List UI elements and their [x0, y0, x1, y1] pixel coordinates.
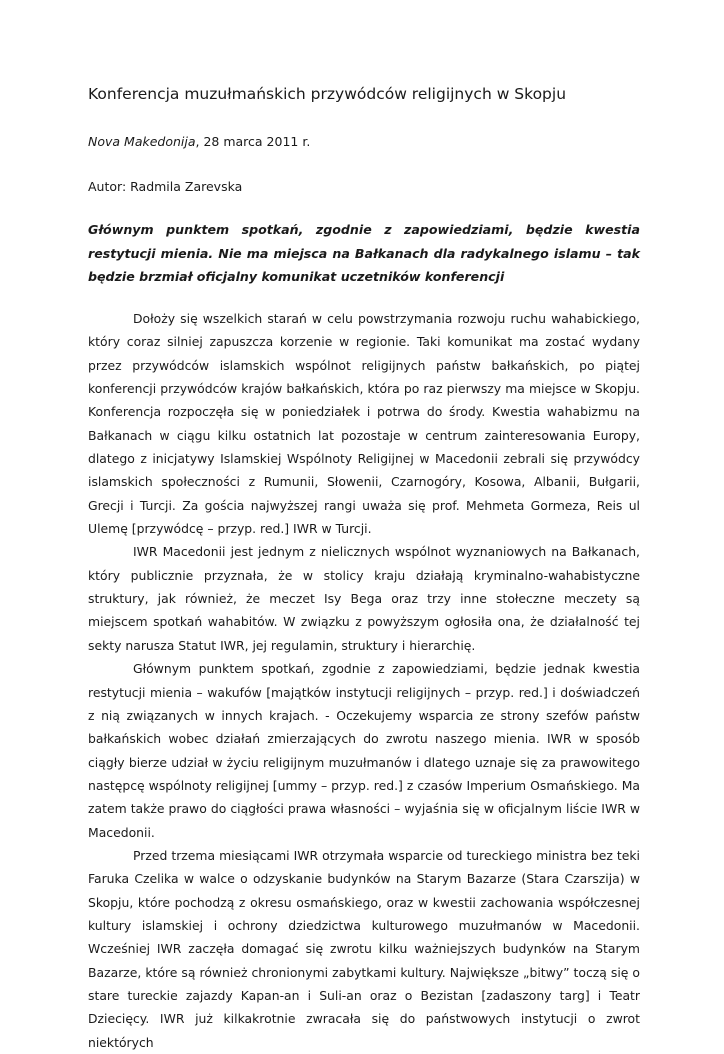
body-paragraph: Głównym punktem spotkań, zgodnie z zapowiedziami, będzie jednak kwestia restytucji mienia – wakufów [majątków instytucji religijnych – przyp. red.] i doświadczeń z nią związanych w innych krajach. - Oczekujemy wsparcia ze strony szefów państw bałkańskich wobec działań zmierzających do zwrotu naszego mienia. IWR w sposób ciągły bierze udział w życiu religijnym muzułmanów i dlatego uznaje się za prawowitego następcę wspólnoty religijnej [ummy – przyp. red.] z czasów Imperium Osmańskiego. Ma zatem także prawo do ciągłości prawa własności – wyjaśnia się w oficjalnym liście IWR w Macedonii. — [88, 661, 640, 840]
source-date: , 28 marca 2011 r. — [195, 134, 311, 149]
body-paragraph: Dołoży się wszelkich starań w celu powstrzymania rozwoju ruchu wahabickiego, który coraz silniej zapuszcza korzenie w regionie. Taki komunikat ma zostać wydany przez przywódców islamskich wspólnot religijnych państw bałkańskich, po piątej konferencji przywódców krajów bałkańskich, która po raz pierwszy ma miejsce w Skopju. Konferencja rozpoczęła się w poniedziałek i potrwa do środy. Kwestia wahabizmu na Bałkanach w ciągu kilku ostatnich lat pozostaje w centrum zainteresowania Europy, dlatego z inicjatywy Islamskiej Wspólnoty Religijnej w Macedonii zebrali się przywódcy islamskich społeczności z Rumunii, Słowenii, Czarnogóry, Kosowa, Albanii, Bułgarii, Grecji i Turcji. Za gościa najwyższej rangi uważa się prof. Mehmeta Gormeza, Reis ul Ulemę [przywódcę – przyp. red.] IWR w Turcji. — [88, 311, 640, 537]
body-paragraph: Przed trzema miesiącami IWR otrzymała wsparcie od tureckiego ministra bez teki Faruka Czelika w walce o odzyskanie budynków na Starym Bazarze (Stara Czarszija) w Skopju, które pochodzą z okresu osmańskiego, oraz w kwestii zachowania współczesnej kultury islamskiej i ochrony dziedzictwa kulturowego muzułmanów w Macedonii. Wcześniej IWR zaczęła domagać się zwrotu kilku ważniejszych budynków na Starym Bazarze, które są również chronionymi zabytkami kultury. Największe „bitwy” toczą się o stare tureckie zajazdy Kapan-an i Suli-an oraz o Bezistan [zadaszony targ] i Teatr Dziecięcy. IWR już kilkakrotnie zwracała się do państwowych instytucji o zwrot niektórych — [88, 847, 640, 1050]
article-body — [88, 307, 640, 1054]
article-source — [88, 134, 310, 149]
body-paragraph: IWR Macedonii jest jednym z nielicznych wspólnot wyznaniowych na Bałkanach, który publicznie przyznała, że w stolicy kraju działają kryminalno-wahabistyczne struktury, jak również, że meczet Isy Bega oraz trzy inne stołeczne meczety są miejscem spotkań wahabitów. W związku z powyższym ogłosiła ona, że działalność tej sekty narusza Statut IWR, jej regulamin, struktury i hierarchię. — [88, 544, 640, 653]
article-title: Konferencja muzułmańskich przywódców religijnych w Skopju — [88, 85, 567, 103]
article-author: Autor: Radmila Zarevska — [88, 179, 243, 194]
article-lead: Głównym punktem spotkań, zgodnie z zapowiedziami, będzie kwestia restytucji mienia. Nie ma miejsca na Bałkanach dla radykalnego islamu – tak będzie brzmiał oficjalny komunikat uczetników konferencji — [88, 222, 640, 284]
source-name: Nova Makedonija — [88, 134, 196, 149]
